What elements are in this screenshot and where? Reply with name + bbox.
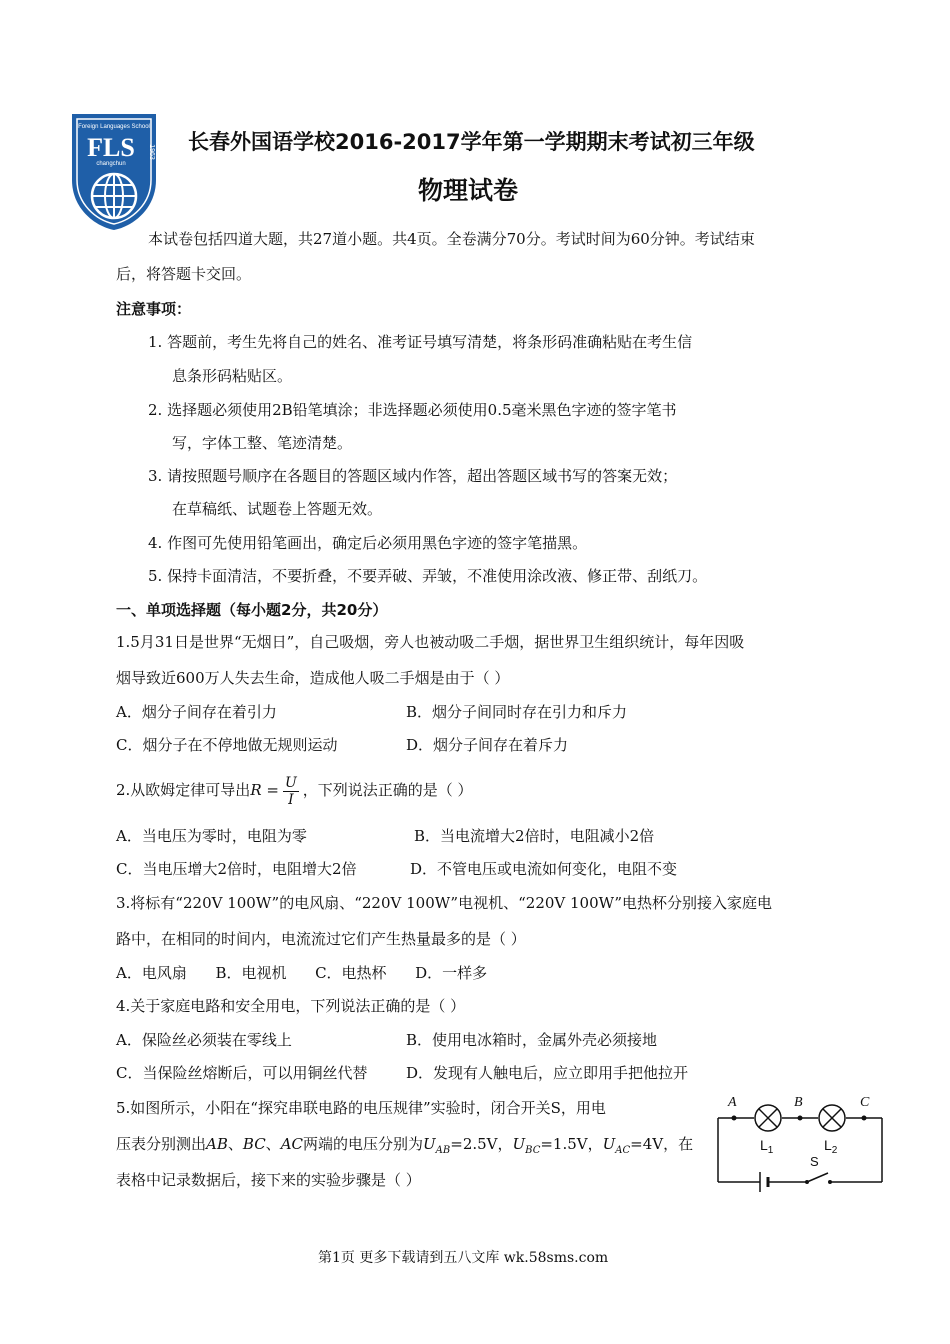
note-item-3: 3. 请按照题号顺序在各题目的答题区域内作答，超出答题区域书写的答案无效； [148,467,678,485]
q5-u-bc: U [512,1135,526,1153]
circuit-label-l2: $L_2$ [824,1137,838,1156]
q5-sub-bc: BC [525,1145,541,1156]
q4-option-a: A．保险丝必须装在零线上 [116,1031,292,1049]
q1-line-2: 烟导致近600万人失去生命，造成他人吸二手烟是由于（ ） [116,669,510,687]
circuit-diagram [710,1092,890,1194]
q1-option-a: A．烟分子间存在着引力 [116,703,277,721]
q3-options: A．电风扇 B．电视机 C．电热杯 D．一样多 [116,964,488,982]
q2-option-a: A．当电压为零时，电阻为零 [116,827,307,845]
section-1-heading: 一、单项选择题（每小题2分，共20分） [116,601,388,619]
lamp-l1-icon [755,1105,781,1131]
q5-val-ac: =4V，在 [630,1135,694,1153]
q1-line-1: 1.5月31日是世界“无烟日”，自己吸烟，旁人也被动吸二手烟，据世界卫生组织统计，每年因吸 [116,633,745,651]
intro-line-1: 本试卷包括四道大题，共27道小题。共4页。全卷满分70分。考试时间为60分钟。考试结束 [148,230,755,248]
q4-option-d: D．发现有人触电后，应立即用手把他拉开 [406,1064,689,1082]
q5-ab: AB [206,1135,228,1153]
page-footer: 第1页 更多下载请到五八文库 wk.58sms.com [318,1250,609,1266]
svg-text:Foreign Languages School: Foreign Languages School [78,124,150,130]
q2-stem-post: ，下列说法正确的是（ ） [302,781,473,799]
svg-text:changchun: changchun [96,161,126,167]
note-item-1: 1. 答题前，考生先将自己的姓名、准考证号填写清楚，将条形码准确粘贴在考生信 [148,333,693,351]
circuit-label-l1: $L_1$ [760,1137,774,1156]
school-logo [68,112,160,232]
q2-option-d: D．不管电压或电流如何变化，电阻不变 [410,860,678,878]
q5-line-3: 表格中记录数据后，接下来的实验步骤是（ ） [116,1171,421,1189]
q5-l2-mid: 两端的电压分别为 [303,1135,424,1153]
q2-option-b: B．当电流增大2倍时，电阻减小2倍 [414,827,655,845]
q1-option-b: B．烟分子间同时存在引力和斥力 [406,703,628,721]
q5-u-ab: U [423,1135,436,1153]
q5-sub-ac: AC [615,1145,631,1156]
circuit-label-switch: S [810,1154,819,1169]
q2-denominator: I [288,791,294,808]
svg-text:FLS: FLS [87,133,135,162]
note-item-2-cont: 写，字体工整、笔迹清楚。 [172,434,353,452]
q2-option-c: C．当电压增大2倍时，电阻增大2倍 [116,860,357,878]
lamp-l2-icon [819,1105,845,1131]
q2-stem-pre: 2.从欧姆定律可导出 [116,781,251,799]
q5-u-ac: U [602,1135,616,1153]
q4-option-b: B．使用电冰箱时，金属外壳必须接地 [406,1031,658,1049]
circuit-label-c: C [860,1095,870,1110]
note-item-3-cont: 在草稿纸、试题卷上答题无效。 [172,500,383,518]
q5-line-1: 5.如图所示，小阳在“探究串联电路的电压规律”实验时，闭合开关S，用电 [116,1099,606,1117]
q2-fraction [283,775,299,808]
q4-option-c: C．当保险丝熔断后，可以用铜丝代替 [116,1064,368,1082]
note-item-2: 2. 选择题必须使用2B铅笔填涂；非选择题必须使用0.5毫米黑色字迹的签字笔书 [148,401,677,419]
exam-title: 长春外国语学校2016-2017学年第一学期期末考试初三年级 [188,130,755,154]
q5-val-ab: =2.5V， [450,1135,513,1153]
note-item-1-cont: 息条形码粘贴区。 [172,367,293,385]
q5-ac: AC [280,1135,303,1153]
q3-line-1: 3.将标有“220V 100W”的电风扇、“220V 100W”电视机、“220V 100W”电热杯分别接入家庭电 [116,894,772,912]
q2-formula-lhs: R = [250,781,279,799]
q5-bc: BC [242,1135,266,1153]
q2-stem [116,772,473,808]
q2-numerator: U [284,774,297,791]
svg-text:1963: 1963 [148,144,155,160]
q3-line-2: 路中，在相同的时间内，电流流过它们产生热量最多的是（ ） [116,930,526,948]
note-item-4: 4. 作图可先使用铅笔画出，确定后必须用黑色字迹的签字笔描黑。 [148,534,588,552]
q5-line-2 [116,1134,693,1161]
q1-option-d: D．烟分子间存在着斥力 [406,736,569,754]
subject-title: 物理试卷 [418,176,519,205]
circuit-label-a: A [728,1095,737,1110]
note-item-5: 5. 保持卡面清洁，不要折叠，不要弄破、弄皱，不准使用涂改液、修正带、刮纸刀。 [148,567,708,585]
q5-l2-pre: 压表分别测出 [116,1135,207,1153]
intro-line-2: 后，将答题卡交回。 [116,265,252,283]
q5-val-bc: =1.5V， [540,1135,603,1153]
q5-sub-ab: AB [435,1145,451,1156]
q5-sep1: 、 [227,1135,243,1153]
q4-stem: 4.关于家庭电路和安全用电，下列说法正确的是（ ） [116,997,466,1015]
circuit-label-b: B [794,1095,803,1110]
q5-sep2: 、 [265,1135,281,1153]
fls-shield-icon [68,112,160,232]
q1-option-c: C．烟分子在不停地做无规则运动 [116,736,338,754]
notes-heading: 注意事项： [116,300,192,318]
